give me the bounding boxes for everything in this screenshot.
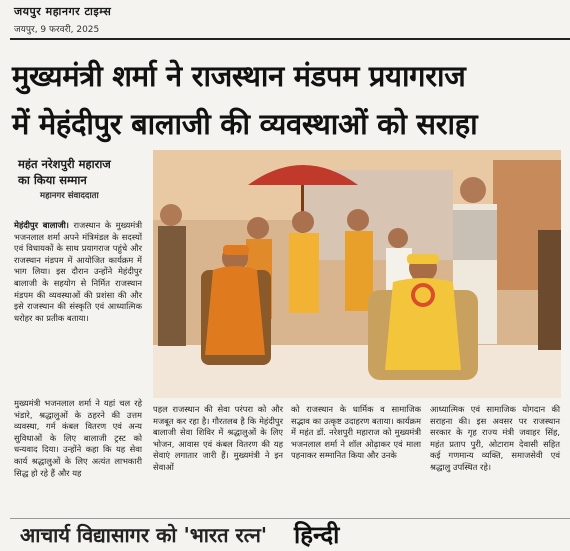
- ceremony-photo-illustration: [153, 150, 561, 398]
- top-rule: [10, 38, 570, 40]
- dateline: जयपुर, 9 फरवरी, 2025: [14, 25, 100, 35]
- article-column-2: पहल राजस्थान की सेवा परंपरा को और मजबूत कर रहा है। गौरतलब है कि मेहंदीपुर बालाजी सेवा शिविर में श्रद्धालुओं के लिए भोजन, आवास एवं कंबल वितरण की यह सेवाएं लगातार जारी हैं। मुख्यमंत्री ने इन सेवाओं: [153, 404, 283, 472]
- dateline-lead: मेहंदीपुर बालाजी।: [14, 220, 69, 230]
- article-column-4: आध्यात्मिक एवं सामाजिक योगदान की सराहना की। इस अवसर पर राजस्थान सरकार के गृह राज्य मंत्री जवाहर सिंह, महंत प्रताप पुरी, ओटाराम देवासी सहित कई गणमान्य व्यक्ति, समाजसेवी एवं श्रद्धालु उपस्थित रहे।: [430, 404, 560, 472]
- column-1-text: राजस्थान के मुख्यमंत्री भजनलाल शर्मा अपने मंत्रिमंडल के सदस्यों एवं विधायकों के साथ प्रयागराज पहुंचे और राजस्थान मंडपम में आयोजित कार्यक्रम में भाग लिया। इस दौरान उन्होंने मेहंदीपुर बालाजी के सहयोग से निर्मित राजस्थान मंडपम की व्यवस्थाओं की प्रशंसा की और इसे राजस्थान की संस्कृति एवं आध्यात्मिक धरोहर का प्रतीक बताया।: [14, 220, 142, 323]
- masthead: जयपुर महानगर टाइम्स: [14, 5, 112, 18]
- article-column-1-continued: मुख्यमंत्री भजनलाल शर्मा ने यहां चल रहे भंडारे, श्रद्धालुओं के ठहरने की उत्तम व्यवस्था, गर्म कंबल वितरण एवं अन्य सुविधाओं के लिए बालाजी ट्रस्ट को धन्यवाद दिया। उन्होंने कहा कि यह सेवा कार्य श्रद्धालुओं के लिए अत्यंत लाभकारी सिद्ध हो रहे हैं और यह: [14, 398, 142, 478]
- article-column-3: को राजस्थान के धार्मिक व सामाजिक सद्भाव का उत्कृष्ट उदाहरण बताया। कार्यक्रम में महंत डॉ. नरेशपुरी महाराज को मुख्यमंत्री भजनलाल शर्मा ने शॉल ओढ़ाकर एवं माला पहनाकर सम्मानित किया और उनके: [291, 404, 421, 461]
- article-column-1: [14, 220, 142, 324]
- next-article-headline: आचार्य विद्यासागर को 'भारत रत्न': [20, 523, 268, 547]
- next-article-headline-right: हिन्दी: [294, 521, 340, 549]
- subheadline-line-2: का किया सम्मान: [18, 173, 87, 187]
- headline-line-1: मुख्यमंत्री शर्मा ने राजस्थान मंडपम प्रयागराज: [12, 59, 466, 93]
- bottom-rule: [10, 518, 570, 519]
- byline: महानगर संवाददाता: [40, 191, 99, 201]
- news-photo: [153, 150, 561, 398]
- subheadline-line-1: महंत नरेशपुरी महाराज: [18, 157, 111, 171]
- headline-line-2: में मेहंदीपुर बालाजी की व्यवस्थाओं को सराहा: [12, 107, 478, 141]
